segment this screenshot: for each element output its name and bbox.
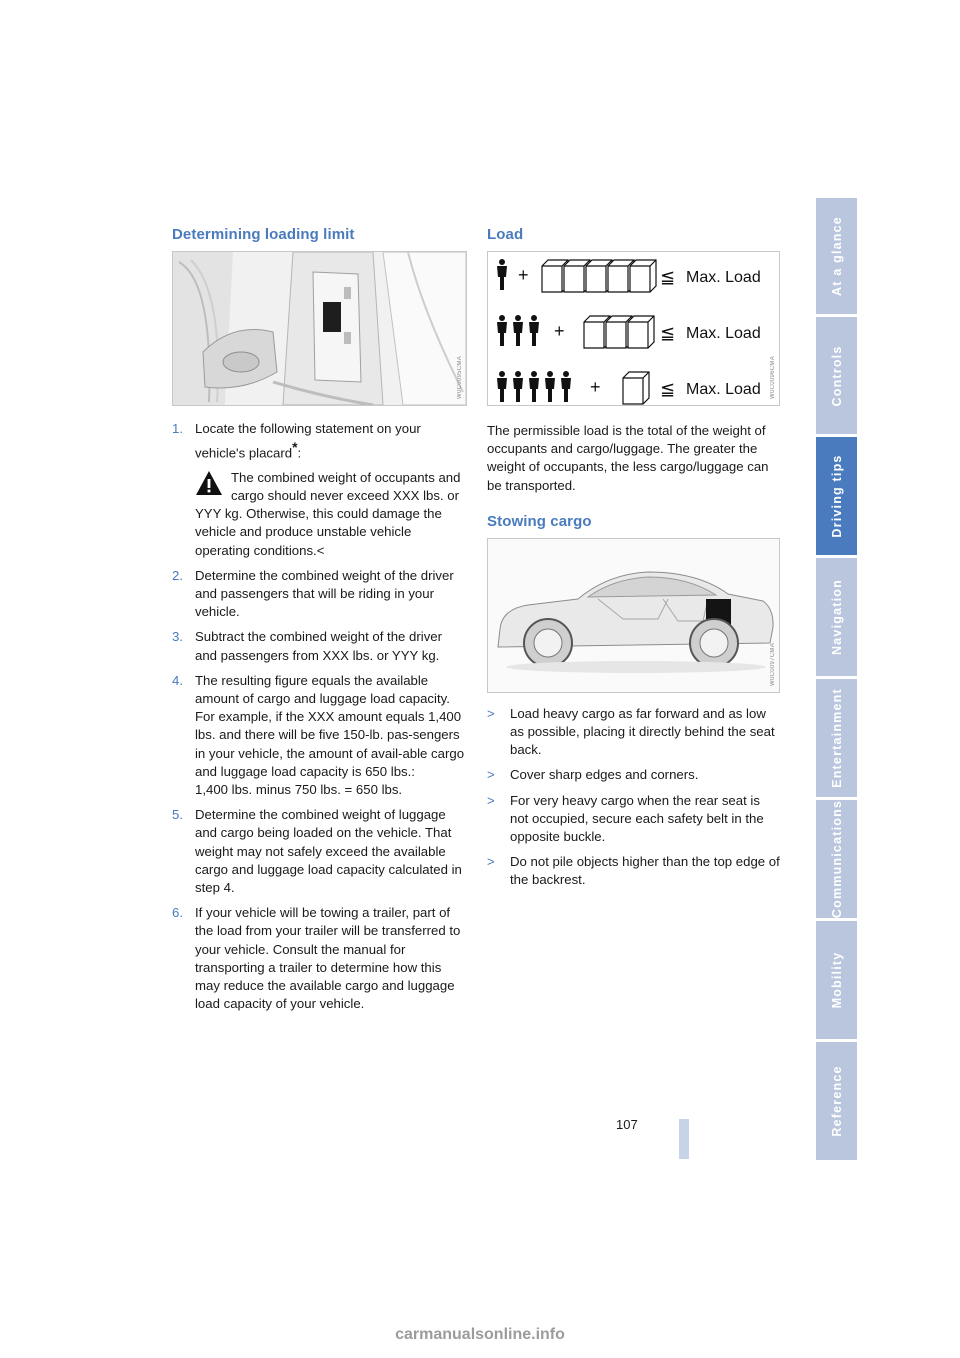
person-icon [497, 259, 507, 290]
list-item [172, 628, 467, 664]
step-number: 2. [172, 567, 183, 583]
less-or-equal-sign: ≦ [660, 267, 676, 287]
step-number: 4. [172, 672, 183, 688]
warning-text: The combined weight of occupants and cargo should never exceed XXX lbs. or YYY kg. Otherwise, this could damage the vehicle and produce unstable vehicle operating conditions. [195, 469, 461, 558]
list-item [487, 853, 780, 889]
person-icon [497, 315, 507, 346]
step-text: Determine the combined weight of the driver and passengers that will be riding in your vehicle. [195, 567, 454, 620]
seat-placard-illustration [172, 251, 467, 406]
page-number-bar [679, 1119, 689, 1159]
section-heading-loading-limit: Determining loading limit [172, 226, 355, 243]
tab-at-a-glance[interactable]: At a glance [816, 198, 857, 314]
tab-navigation[interactable]: Navigation [816, 558, 857, 676]
step-text: Determine the combined weight of luggage and cargo being loaded on the vehicle. That weight may not safely exceed the available cargo and luggage load capacity calculated in step 4. [195, 807, 462, 896]
car-cargo-illustration [487, 538, 780, 693]
load-diagram [487, 251, 780, 406]
end-mark: < [316, 542, 325, 558]
tab-entertainment[interactable]: Entertainment [816, 679, 857, 797]
image-code: W0C0097CMA [770, 642, 776, 686]
bullet-mark: > [487, 792, 495, 808]
person-icon [545, 371, 555, 402]
car-side-drawing [488, 539, 779, 692]
plus-sign: + [518, 265, 529, 285]
bullet-text: Do not pile objects higher than the top edge of the backrest. [510, 854, 780, 888]
tab-driving-tips[interactable]: Driving tips [816, 437, 857, 555]
section-heading-stowing-cargo: Stowing cargo [487, 512, 592, 530]
person-icon [497, 371, 507, 402]
bullet-text: Load heavy cargo as far forward and as low as possible, placing it directly behind the seat back. [510, 705, 775, 758]
suitcase-icon [630, 260, 656, 292]
step-text: Subtract the combined weight of the driver and passengers from XXX lbs. or YYY kg. [195, 629, 443, 663]
list-item [487, 766, 780, 784]
person-icon [513, 371, 523, 402]
step-text: Locate the following statement on your vehicle's placard [195, 421, 421, 461]
warning-notice [195, 469, 467, 560]
tab-reference[interactable]: Reference [816, 1042, 857, 1160]
section-heading-load: Load [487, 226, 524, 243]
less-or-equal-sign: ≦ [660, 323, 676, 343]
person-icon [561, 371, 571, 402]
person-icon [513, 315, 523, 346]
right-column [487, 226, 780, 897]
list-item [172, 420, 467, 560]
suitcase-icon [623, 372, 649, 404]
bullet-mark: > [487, 705, 495, 721]
less-or-equal-sign: ≦ [660, 379, 676, 399]
step-number: 3. [172, 629, 183, 645]
plus-sign: + [554, 321, 565, 341]
load-text: The permissible load is the total of the weight of occupants and cargo/luggage. The greater the weight of occupants, the less cargo/luggage can be transported. [487, 423, 769, 493]
left-column [172, 226, 467, 1020]
list-item [172, 806, 467, 897]
step-text: The resulting figure equals the available amount of cargo and luggage load capacity. For example, if the XXX amount equals 1,400 lbs. and there will be five 150-lb. pas-sengers in your vehicle, the amount of avail-able cargo and luggage load capacity is 650 lbs.: [195, 672, 465, 779]
image-code: W0C0095CMA [457, 355, 463, 399]
list-item [487, 792, 780, 847]
person-icon [529, 371, 539, 402]
door-pillar-drawing [173, 252, 466, 405]
load-diagram-drawing [488, 252, 779, 405]
plus-sign: + [590, 377, 601, 397]
tab-communications[interactable]: Communications [816, 800, 857, 918]
asterisk-mark: * [292, 439, 298, 456]
warning-triangle-icon [195, 470, 223, 496]
footer-watermark: carmanualsonline.info [395, 1326, 565, 1343]
step-number: 6. [172, 905, 183, 921]
list-item [172, 904, 467, 1013]
tab-mobility[interactable]: Mobility [816, 921, 857, 1039]
list-item [172, 567, 467, 622]
suitcase-icon [628, 316, 654, 348]
max-load-label: Max. Load [686, 381, 761, 398]
step-text: If your vehicle will be towing a trailer, part of the load from your trailer will be transferred to your vehicle. Consult the manual for transporting a trailer to determine how this may reduce the available cargo and luggage load capacity of your vehicle. [195, 905, 461, 1012]
list-item [172, 672, 467, 799]
step-number: 1. [172, 421, 183, 436]
bullet-mark: > [487, 854, 495, 870]
page-number: 107 [616, 1117, 638, 1132]
cargo-tips-list [487, 705, 780, 890]
step-suffix: : [297, 445, 302, 461]
image-code: W0C0096CMA [770, 355, 776, 399]
tab-controls[interactable]: Controls [816, 317, 857, 434]
bullet-text: Cover sharp edges and corners. [510, 767, 699, 783]
steps-list [172, 420, 467, 1013]
list-item [487, 705, 780, 760]
bullet-mark: > [487, 767, 495, 783]
step-calculation: 1,400 lbs. minus 750 lbs. = 650 lbs. [195, 782, 403, 798]
bullet-text: For very heavy cargo when the rear seat is not occupied, secure each safety belt in the opposite buckle. [510, 792, 764, 845]
step-number: 5. [172, 807, 183, 823]
max-load-label: Max. Load [686, 269, 761, 286]
max-load-label: Max. Load [686, 325, 761, 342]
person-icon [529, 315, 539, 346]
